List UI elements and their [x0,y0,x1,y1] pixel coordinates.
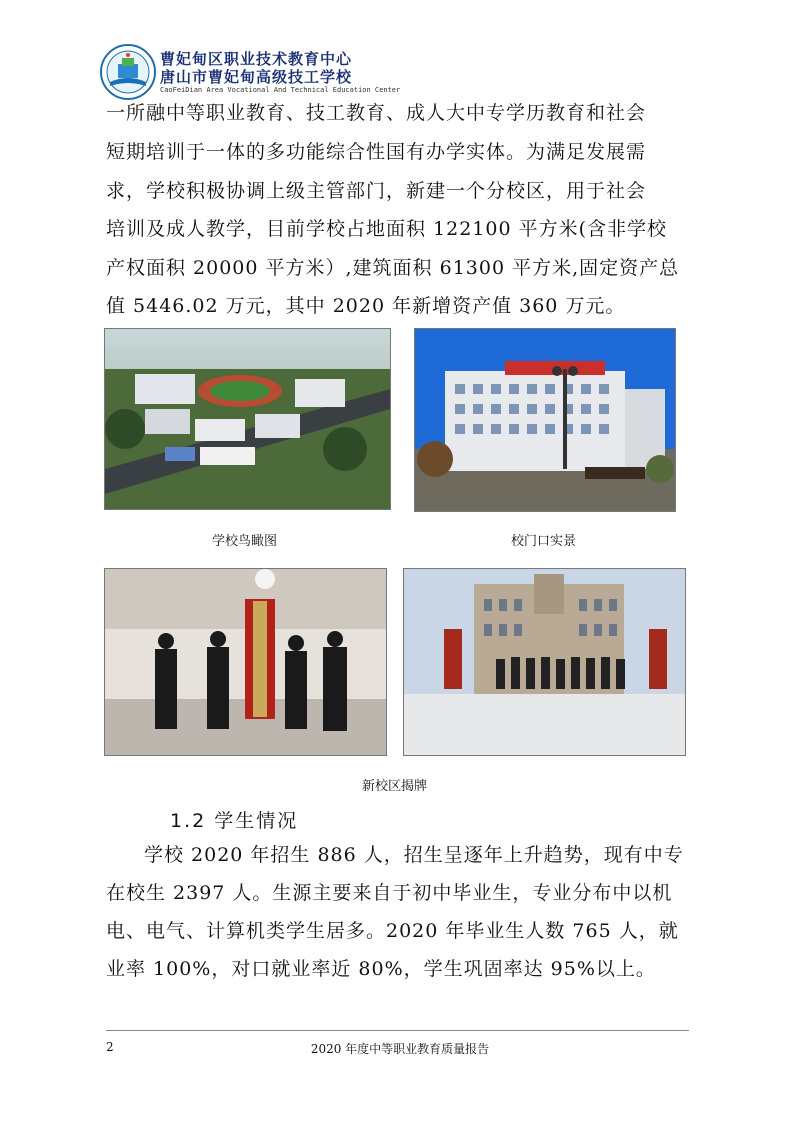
paragraph-line: 产权面积 20000 平方米）,建筑面积 61300 平方米,固定资产总 [106,257,680,279]
new-campus-group-photo [403,568,686,756]
aerial-view-caption: 学校鸟瞰图 [212,534,278,549]
paragraph-line: 短期培训于一体的多功能综合性国有办学实体。为满足发展需 [106,141,647,163]
school-name-english: CaoFeiDian Area Vocational And Technical Education Center [160,86,401,94]
paragraph-line: 电、电气、计算机类学生居多。2020 年毕业生人数 765 人，就 [106,920,679,942]
page-number: 2 [106,1040,114,1054]
paragraph-line: 业率 100%，对口就业率近 80%，学生巩固率达 95%以上。 [106,958,656,980]
paragraph-line: 培训及成人教学，目前学校占地面积 122100 平方米(含非学校 [106,218,668,240]
school-gate-photo [414,328,676,512]
paragraph-line: 学校 2020 年招生 886 人，招生呈逐年上升趋势，现有中专 [144,844,684,866]
school-emblem-icon [100,44,156,100]
footer-report-title: 2020 年度中等职业教育质量报告 [310,1042,490,1056]
paragraph-line: 一所融中等职业教育、技工教育、成人大中专学历教育和社会 [106,102,647,124]
paragraph-line: 求，学校积极协调上级主管部门，新建一个分校区，用于社会 [106,180,647,202]
new-campus-caption: 新校区揭牌 [362,779,428,794]
paragraph-line: 值 5446.02 万元，其中 2020 年新增资产值 360 万元。 [106,295,626,317]
aerial-view-photo [104,328,391,510]
footer-divider [106,1030,689,1031]
school-name-line-2: 唐山市曹妃甸高级技工学校 [160,68,353,86]
paragraph-line: 在校生 2397 人。生源主要来自于初中毕业生，专业分布中以机 [106,882,673,904]
unveiling-ceremony-photo [104,568,387,756]
school-gate-caption: 校门口实景 [511,534,577,549]
section-heading: 1.2 学生情况 [170,810,299,832]
school-name-line-1: 曹妃甸区职业技术教育中心 [160,50,353,68]
